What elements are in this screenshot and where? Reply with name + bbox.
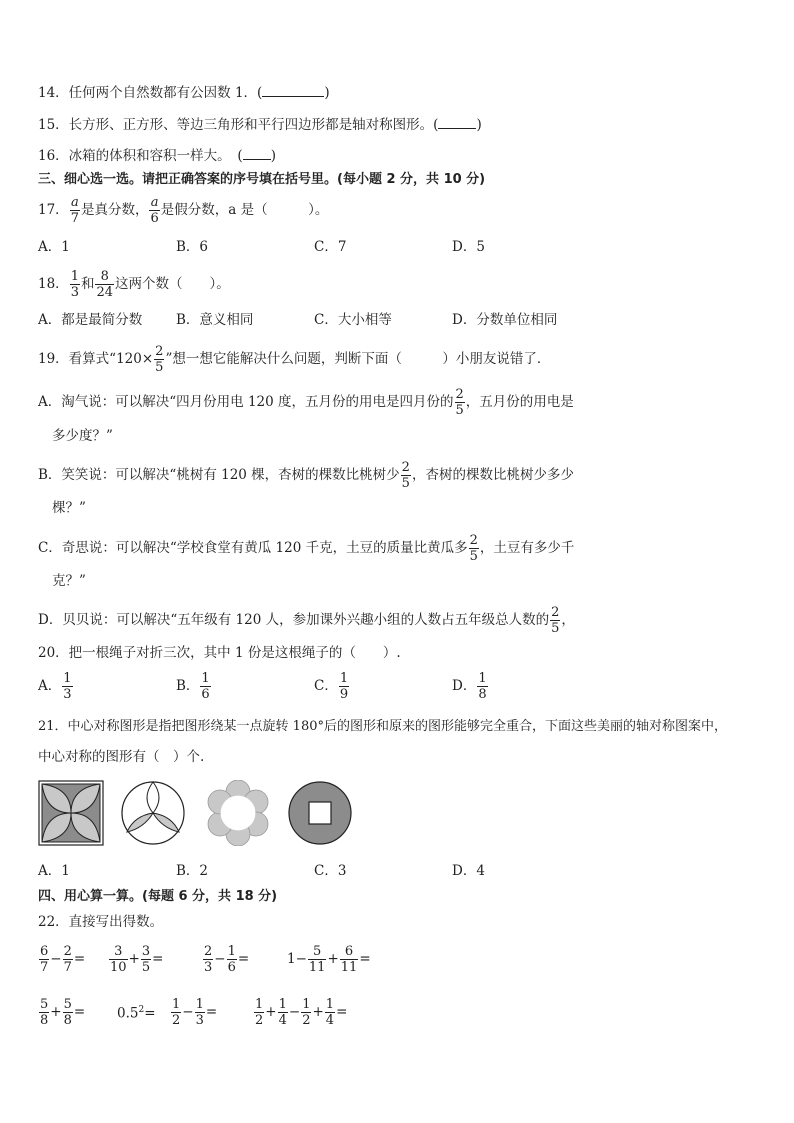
fraction: $\frac{1}{6}$ xyxy=(201,671,210,702)
option-b-cont: 棵？” xyxy=(52,500,86,516)
fraction: $\frac{1}{3}$ xyxy=(63,671,72,702)
calc-expression: 1− $\frac{5}{11}$ + $\frac{6}{11}$ = xyxy=(287,944,371,975)
calc-expression: $\frac{1}{2}$ − $\frac{1}{3}$ = xyxy=(172,997,218,1028)
option-c[interactable]: C．奇思说：可以解决“学校食堂有黄瓜 120 千克，土豆的质量比黄瓜多 $\frac{2}{5}$ ，土豆有多少千 xyxy=(38,533,575,564)
fraction: $\frac{2}{5}$ xyxy=(401,460,410,491)
option-d[interactable]: D．4 xyxy=(452,863,485,879)
answer-blank[interactable] xyxy=(438,114,476,129)
option-c-cont: 克？” xyxy=(52,573,86,589)
fraction: $\frac{1}{3}$ xyxy=(70,269,79,300)
square-petal-figure xyxy=(39,781,103,845)
fraction: $\frac{a}{7}$ xyxy=(70,195,79,226)
option-c[interactable]: C．大小相等 xyxy=(314,312,392,328)
calc-expression: $0.5^2=$ xyxy=(117,1005,156,1022)
fraction: $\frac{8}{24}$ xyxy=(96,269,114,300)
option-b[interactable]: B． $\frac{1}{6}$ xyxy=(176,671,210,702)
question-22: 22．直接写出得数。 xyxy=(38,914,164,930)
fraction: $\frac{a}{6}$ xyxy=(150,195,159,226)
section-4-heading: 四、用心算一算。(每题 6 分，共 18 分) xyxy=(38,889,278,904)
option-d[interactable]: D．分数单位相同 xyxy=(452,312,558,328)
option-b[interactable]: B．6 xyxy=(176,239,209,255)
symmetric-figures xyxy=(38,780,358,846)
circle-three-leaf-figure xyxy=(122,782,184,844)
question-19: 19．看算式“120× $\frac{2}{5}$ ”想一想它能解决什么问题，判断下面（ ）小朋友说错了． xyxy=(38,344,551,375)
calc-expression: $\frac{1}{2}$ + $\frac{1}{4}$ − $\frac{1}{2}$ + $\frac{1}{4}$ = xyxy=(255,997,348,1028)
option-d[interactable]: D．5 xyxy=(452,239,485,255)
option-d[interactable]: D．贝贝说：可以解决“五年级有 120 人，参加课外兴趣小组的人数占五年级总人数的 $\frac{2}{5}$ ， xyxy=(38,605,575,636)
fraction: $\frac{1}{8}$ xyxy=(478,671,487,702)
section-3-heading: 三、细心选一选。请把正确答案的序号填在括号里。(每小题 2 分，共 10 分) xyxy=(38,172,486,187)
calc-expression: $\frac{2}{3}$ − $\frac{1}{6}$ = xyxy=(204,944,250,975)
question-15: 15．长方形、正方形、等边三角形和平行四边形都是轴对称图形。( ) xyxy=(38,114,482,135)
option-b[interactable]: B．意义相同 xyxy=(176,312,254,328)
option-a-cont: 多少度？” xyxy=(52,428,113,444)
question-20: 20．把一根绳子对折三次，其中 1 份是这根绳子的（ ）. xyxy=(38,645,401,661)
option-a[interactable]: A．淘气说：可以解决“四月份用电 120 度，五月份的用电是四月份的 $\frac{2}{5}$ ，五月份的用电是 xyxy=(38,387,574,418)
coin-figure xyxy=(289,782,351,844)
option-a[interactable]: A．1 xyxy=(38,239,70,255)
option-a[interactable]: A．都是最简分数 xyxy=(38,312,143,328)
fraction: $\frac{2}{5}$ xyxy=(469,533,478,564)
option-b[interactable]: B．2 xyxy=(176,863,209,879)
question-18: 18． $\frac{1}{3}$ 和 $\frac{8}{24}$ 这两个数（ ）。 xyxy=(38,269,230,300)
flower-figure xyxy=(208,780,268,846)
calc-expression: $\frac{5}{8}$ + $\frac{5}{8}$ = xyxy=(40,997,86,1028)
calc-expression: $\frac{3}{10}$ + $\frac{3}{5}$ = xyxy=(110,944,164,975)
question-17: 17． $\frac{a}{7}$ 是真分数， $\frac{a}{6}$ 是假分数，a 是（ ）。 xyxy=(38,195,329,226)
option-c[interactable]: C．3 xyxy=(314,863,347,879)
option-a[interactable]: A．1 xyxy=(38,863,70,879)
answer-blank[interactable] xyxy=(262,82,324,97)
fraction: $\frac{2}{5}$ xyxy=(155,344,164,375)
question-14: 14．任何两个自然数都有公因数 1．( ) xyxy=(38,82,330,103)
question-21-line2: 中心对称的图形有（ ）个. xyxy=(38,749,205,765)
fraction: $\frac{2}{5}$ xyxy=(455,387,464,418)
question-16: 16．冰箱的体积和容积一样大。 ( ) xyxy=(38,145,276,166)
fraction: $\frac{2}{5}$ xyxy=(551,605,560,636)
option-c[interactable]: C． $\frac{1}{9}$ xyxy=(314,671,349,702)
option-a[interactable]: A． $\frac{1}{3}$ xyxy=(38,671,72,702)
question-21-line1: 21．中心对称图形是指把图形绕某一点旋转 180°后的图形和原来的图形能够完全重合，下面这些美丽的轴对称图案中， xyxy=(38,719,727,734)
option-b[interactable]: B．笑笑说：可以解决“桃树有 120 棵，杏树的棵数比桃树少 $\frac{2}{5}$ ，杏树的棵数比桃树少多少 xyxy=(38,460,574,491)
answer-blank[interactable] xyxy=(243,145,271,160)
fraction: $\frac{1}{9}$ xyxy=(339,671,349,702)
option-c[interactable]: C．7 xyxy=(314,239,347,255)
option-d[interactable]: D． $\frac{1}{8}$ xyxy=(452,671,487,702)
calc-expression: $\frac{6}{7}$ − $\frac{2}{7}$ = xyxy=(40,944,86,975)
